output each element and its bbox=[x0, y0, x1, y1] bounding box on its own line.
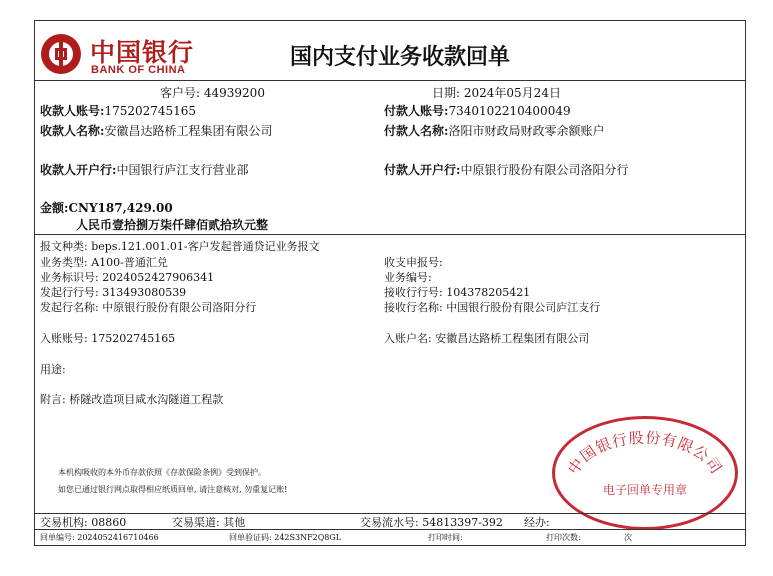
bank-name-cn: 中国银行 bbox=[90, 38, 195, 67]
payer-bank: 付款人开户行:中原银行股份有限公司洛阳分行 bbox=[384, 163, 629, 177]
biz-type: 业务类型: A100-普通汇兑 bbox=[40, 256, 168, 269]
bank-of-china-logo-icon bbox=[41, 34, 81, 74]
svg-text:中国银行股份有限公司 bbox=[564, 429, 725, 478]
purpose: 用途: bbox=[40, 363, 66, 376]
entry-name: 入账户名: 安徽昌达路桥工程集团有限公司 bbox=[384, 332, 590, 345]
payer-name: 付款人名称:洛阳市财政局财政零余额账户 bbox=[384, 124, 605, 138]
remark: 附言: 桥隧改造项目咸水沟隧道工程款 bbox=[40, 393, 224, 406]
seal-center-text: 电子回单专用章 bbox=[602, 483, 687, 497]
operator: 经办: bbox=[524, 516, 550, 529]
bank-name-en: BANK OF CHINA bbox=[91, 64, 186, 76]
biz-no: 业务编号: bbox=[384, 271, 432, 284]
channel: 交易渠道: 其他 bbox=[172, 516, 246, 529]
receipt-report-no: 收支申报号: bbox=[384, 256, 443, 269]
payer-account: 付款人账号:7340102210400049 bbox=[384, 104, 571, 118]
payee-bank: 收款人开户行:中国银行庐江支行营业部 bbox=[40, 163, 249, 177]
seal-arc-text: 中国银行股份有限公司 bbox=[564, 428, 726, 478]
receiver-name: 接收行名称: 中国银行股份有限公司庐江支行 bbox=[384, 301, 601, 314]
print-time: 打印时间: bbox=[428, 533, 463, 542]
sender-no: 发起行行号: 313493080539 bbox=[40, 286, 187, 299]
serial-no: 交易流水号: 54813397-392 bbox=[360, 516, 503, 529]
payee-account: 收款人账号:175202745165 bbox=[40, 104, 197, 118]
customer-no: 客户号: 44939200 bbox=[160, 86, 265, 100]
entry-account: 入账账号: 175202745165 bbox=[40, 332, 176, 345]
print-count: 打印次数: bbox=[546, 533, 581, 542]
page-title: 国内支付业务收款回单 bbox=[290, 44, 511, 70]
msg-type: 报文种类: beps.121.001.01-客户发起普通贷记业务报文 bbox=[40, 240, 320, 253]
receiver-no: 接收行行号: 104378205421 bbox=[384, 286, 531, 299]
verify-code: 回单验证码: 242S3NF2Q8GL bbox=[229, 533, 342, 542]
amount-in-words: 人民币壹拾捌万柒仟肆佰贰拾玖元整 bbox=[76, 218, 269, 232]
print-count-unit: 次 bbox=[624, 533, 632, 542]
payee-name: 收款人名称:安徽昌达路桥工程集团有限公司 bbox=[40, 124, 273, 138]
divider bbox=[35, 80, 745, 81]
amount: 金额:CNY187,429.00 bbox=[40, 201, 173, 215]
institution: 交易机构: 08860 bbox=[40, 516, 127, 529]
divider bbox=[35, 529, 745, 530]
sender-name: 发起行名称: 中原银行股份有限公司洛阳分行 bbox=[40, 301, 257, 314]
date: 日期: 2024年05月24日 bbox=[432, 86, 561, 100]
receipt-no: 回单编号: 2024052416710466 bbox=[40, 533, 159, 542]
biz-id: 业务标识号: 2024052427906341 bbox=[40, 271, 215, 284]
notice-line-1: 本机构吸收的本外币存款依照《存款保险条例》受到保护。 bbox=[58, 468, 266, 477]
divider bbox=[35, 234, 745, 235]
notice-line-2: 如您已通过银行网点取得相应纸质回单, 请注意核对, 勿重复记账! bbox=[58, 485, 288, 494]
